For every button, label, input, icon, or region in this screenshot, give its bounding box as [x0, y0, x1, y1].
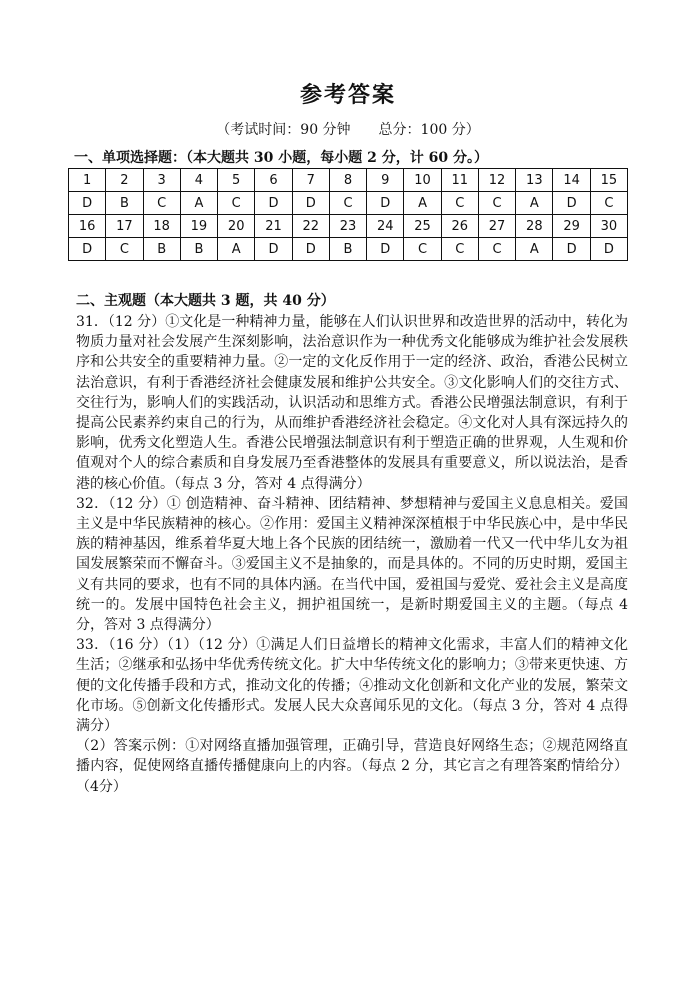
answer-cell: D [292, 238, 329, 261]
question-number-cell: 28 [516, 215, 553, 238]
section2-heading: 二、主观题（本大题共 3 题，共 40 分） [76, 293, 335, 309]
answer-cell: C [329, 192, 366, 215]
question-number-cell: 3 [143, 169, 180, 192]
answer-cell: A [180, 192, 217, 215]
answer-cell: C [106, 238, 143, 261]
exam-info: （考试时间：90 分钟 总分：100 分） [216, 122, 480, 138]
answer-cell: C [478, 192, 515, 215]
question-number-cell: 29 [553, 215, 590, 238]
question-number-cell: 9 [367, 169, 404, 192]
question-number-cell: 16 [69, 215, 106, 238]
answer-cell: C [590, 192, 627, 215]
question-number-cell: 25 [404, 215, 441, 238]
answer-cell: C [143, 192, 180, 215]
question-number-cell: 11 [441, 169, 478, 192]
answer-cell: C [404, 238, 441, 261]
section1-heading: 一、单项选择题：（本大题共 30 小题，每小题 2 分，计 60 分。） [74, 150, 488, 166]
answer-cell: D [590, 238, 627, 261]
question-number-cell: 30 [590, 215, 627, 238]
answer-cell: C [441, 192, 478, 215]
answer-cell: B [106, 192, 143, 215]
answer-body [76, 312, 628, 797]
answer-cell: D [553, 192, 590, 215]
question-number-cell: 17 [106, 215, 143, 238]
answer-31: 31．（12 分）①文化是一种精神力量，能够在人们认识世界和改造世界的活动中，转化为物质力量对社会发展产生深刻影响，法治意识作为一种优秀文化能够成为维护社会发展秩序和公共安全的重要精神力量。②一定的文化反作用于一定的经济、政治，香港公民树立法治意识，有利于香港经济社会健康发展和维护公共安全。③文化影响人们的交往方式、交往行为，影响人们的实践活动，认识活动和思维方式。香港公民增强法制意识，有利于提高公民素养约束自己的行为，从而维护香港经济社会稳定。④文化对人具有深远持久的影响，优秀文化塑造人生。香港公民增强法制意识有利于塑造正确的世界观，人生观和价值观对个人的综合素质和自身发展乃至香港整体的发展具有重要意义，所以说法治，是香港的核心价值。（每点 3 分，答对 4 点得满分） [76, 314, 628, 492]
question-number-cell: 8 [329, 169, 366, 192]
answer-cell: A [516, 238, 553, 261]
answer-cell: A [516, 192, 553, 215]
answer-32: 32．（12 分）① 创造精神、奋斗精神、团结精神、梦想精神与爱国主义息息相关。爱国主义是中华民族精神的核心。②作用：爱国主义精神深深植根于中华民族心中，是中华民族的精神基因，维系着华夏大地上各个民族的团结统一，激励着一代又一代中华儿女为祖国发展繁荣而不懈奋斗。③爱国主义不是抽象的，而是具体的。不同的历史时期，爱国主义有共同的要求，也有不同的具体内涵。在当代中国，爱祖国与爱党、爱社会主义是高度统一的。发展中国特色社会主义，拥护祖国统一，是新时期爱国主义的主题。（每点 4 分，答对 3 点得满分） [76, 495, 628, 634]
question-number-cell: 20 [218, 215, 255, 238]
page-title: 参考答案 [299, 82, 396, 108]
question-number-cell: 18 [143, 215, 180, 238]
question-number-cell: 10 [404, 169, 441, 192]
answer-cell: C [218, 192, 255, 215]
question-number-cell: 1 [69, 169, 106, 192]
question-number-cell: 27 [478, 215, 515, 238]
answer-cell: C [441, 238, 478, 261]
question-number-cell: 13 [516, 169, 553, 192]
answer-cell: D [69, 192, 106, 215]
answer-cell: D [255, 192, 292, 215]
answer-cell: D [367, 238, 404, 261]
answer-cell: D [367, 192, 404, 215]
question-number-cell: 22 [292, 215, 329, 238]
answer-cell: D [553, 238, 590, 261]
question-number-cell: 4 [180, 169, 217, 192]
answer-cell: B [329, 238, 366, 261]
question-number-cell: 21 [255, 215, 292, 238]
answer-cell: B [143, 238, 180, 261]
question-number-cell: 12 [478, 169, 515, 192]
answer-cell: A [404, 192, 441, 215]
answer-33-part2: （2）答案示例：①对网络直播加强管理，正确引导，营造良好网络生态；②规范网络直播内容，促使网络直播传播健康向上的内容。（每点 2 分，其它言之有理答案酌情给分）（4分） [76, 738, 628, 795]
question-number-cell: 2 [106, 169, 143, 192]
answer-cell: D [69, 238, 106, 261]
answer-table [68, 168, 628, 261]
question-number-cell: 15 [590, 169, 627, 192]
question-number-cell: 24 [367, 215, 404, 238]
question-number-cell: 26 [441, 215, 478, 238]
question-number-cell: 7 [292, 169, 329, 192]
answer-cell: A [218, 238, 255, 261]
answer-row [69, 238, 628, 261]
answer-33-part1: 33．（16 分）（1）（12 分）①满足人们日益增长的精神文化需求，丰富人们的精神文化生活；②继承和弘扬中华优秀传统文化。扩大中华传统文化的影响力；③带来更快速、方便的文化传播手段和方式，推动文化的传播；④推动文化创新和文化产业的发展，繁荣文化市场。⑤创新文化传播形式。发展人民大众喜闻乐见的文化。（每点 3 分，答对 4 点得满分） [76, 637, 628, 735]
answer-row [69, 192, 628, 215]
question-number-row [69, 215, 628, 238]
answer-cell: D [292, 192, 329, 215]
answer-cell: B [180, 238, 217, 261]
question-number-cell: 6 [255, 169, 292, 192]
answer-cell: D [255, 238, 292, 261]
question-number-cell: 14 [553, 169, 590, 192]
question-number-cell: 5 [218, 169, 255, 192]
answer-cell: C [478, 238, 515, 261]
question-number-cell: 23 [329, 215, 366, 238]
question-number-cell: 19 [180, 215, 217, 238]
question-number-row [69, 169, 628, 192]
